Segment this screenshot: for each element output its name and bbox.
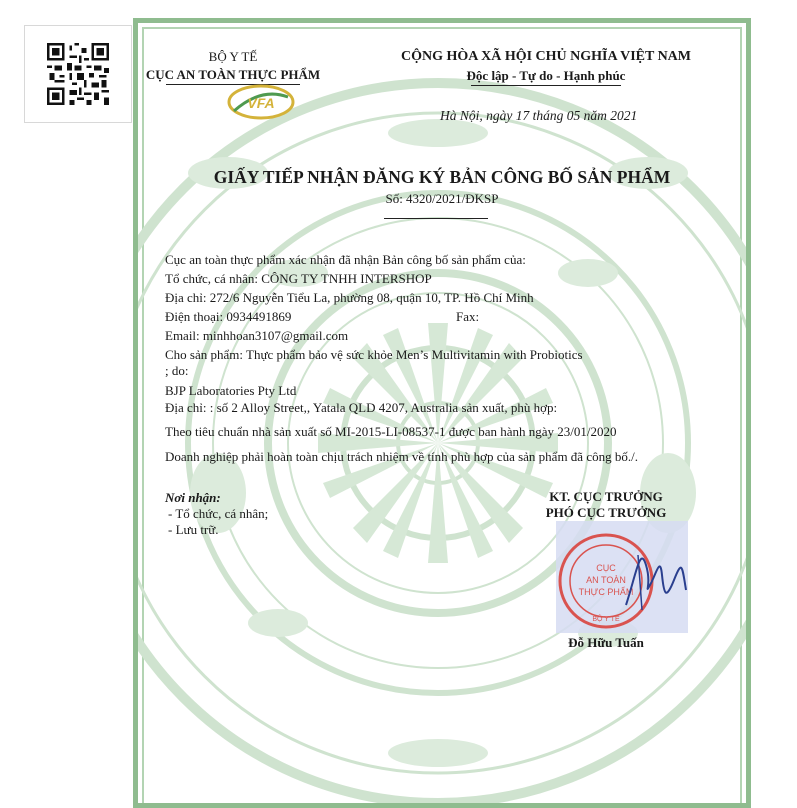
standard-line: Theo tiêu chuẩn nhà sản xuất số MI-2015-LI-08537-1 được ban hành ngày 23/01/2020 — [165, 424, 617, 439]
by-line: ; do: — [165, 363, 189, 378]
issue-date: Hà Nội, ngày 17 tháng 05 năm 2021 — [440, 108, 638, 123]
stamp-text-1: CỤC — [596, 563, 616, 573]
ministry-name: BỘ Y TẾ — [208, 49, 258, 64]
intro-line: Cục an toàn thực phẩm xác nhận đã nhận Bản công bố sản phẩm của: — [165, 252, 526, 267]
signature-role-2: PHÓ CỤC TRƯỞNG — [545, 505, 667, 520]
stamp-text-2: AN TOÀN — [586, 575, 626, 585]
agency-name: CỤC AN TOÀN THỰC PHẨM — [145, 67, 321, 82]
signature-role-1: KT. CỤC TRƯỞNG — [549, 489, 663, 504]
vfa-logo-text: VFA — [247, 95, 275, 111]
email-line: Email: minhhoan3107@gmail.com — [165, 328, 349, 343]
qr-code-box — [24, 25, 132, 123]
product-line: Cho sản phẩm: Thực phẩm bảo vệ sức khỏe Men’s Multivitamin with Probiotics — [165, 347, 583, 362]
document-title: GIẤY TIẾP NHẬN ĐĂNG KÝ BẢN CÔNG BỐ SẢN PHẨM — [213, 167, 671, 187]
manufacturer-address-line: Địa chỉ: : số 2 Alloy Street,, Yatala QLD 4207, Australia sản xuất, phù hợp: — [165, 400, 558, 415]
fax-line: Fax: — [456, 309, 480, 324]
manufacturer-line: BJP Laboratories Pty Ltd — [165, 383, 297, 398]
certificate-document — [133, 18, 751, 808]
motto-underline — [471, 85, 621, 86]
recipients-heading: Nơi nhận: — [165, 490, 221, 505]
organization-line: Tổ chức, cá nhân: CÔNG TY TNHH INTERSHOP — [165, 271, 432, 286]
national-motto: Độc lập - Tự do - Hạnh phúc — [466, 68, 626, 83]
handwritten-signature — [616, 535, 696, 615]
qr-code-icon — [47, 43, 109, 105]
recipient-item: - Tổ chức, cá nhân; — [168, 506, 269, 521]
address-line: Địa chỉ: 272/6 Nguyễn Tiểu La, phường 08, quận 10, TP. Hồ Chí Minh — [165, 290, 534, 305]
recipient-item: - Lưu trữ. — [168, 522, 219, 537]
responsibility-line: Doanh nghiệp phải hoàn toàn chịu trách nhiệm về tính phù hợp của sản phẩm đã công bố./. — [165, 449, 638, 464]
vfa-logo — [226, 83, 296, 121]
country-name: CỘNG HÒA XÃ HỘI CHỦ NGHĨA VIỆT NAM — [400, 49, 691, 64]
document-number: Số: 4320/2021/ĐKSP — [385, 191, 499, 206]
phone-line: Điện thoại: 0934491869 — [165, 309, 292, 324]
stamp-text-3: THỰC PHẨM — [578, 587, 634, 597]
title-underline — [384, 218, 488, 219]
stamp-bottom-text: BỘ Y TẾ — [592, 616, 620, 623]
signer-name: Đỗ Hữu Tuấn — [568, 635, 644, 650]
